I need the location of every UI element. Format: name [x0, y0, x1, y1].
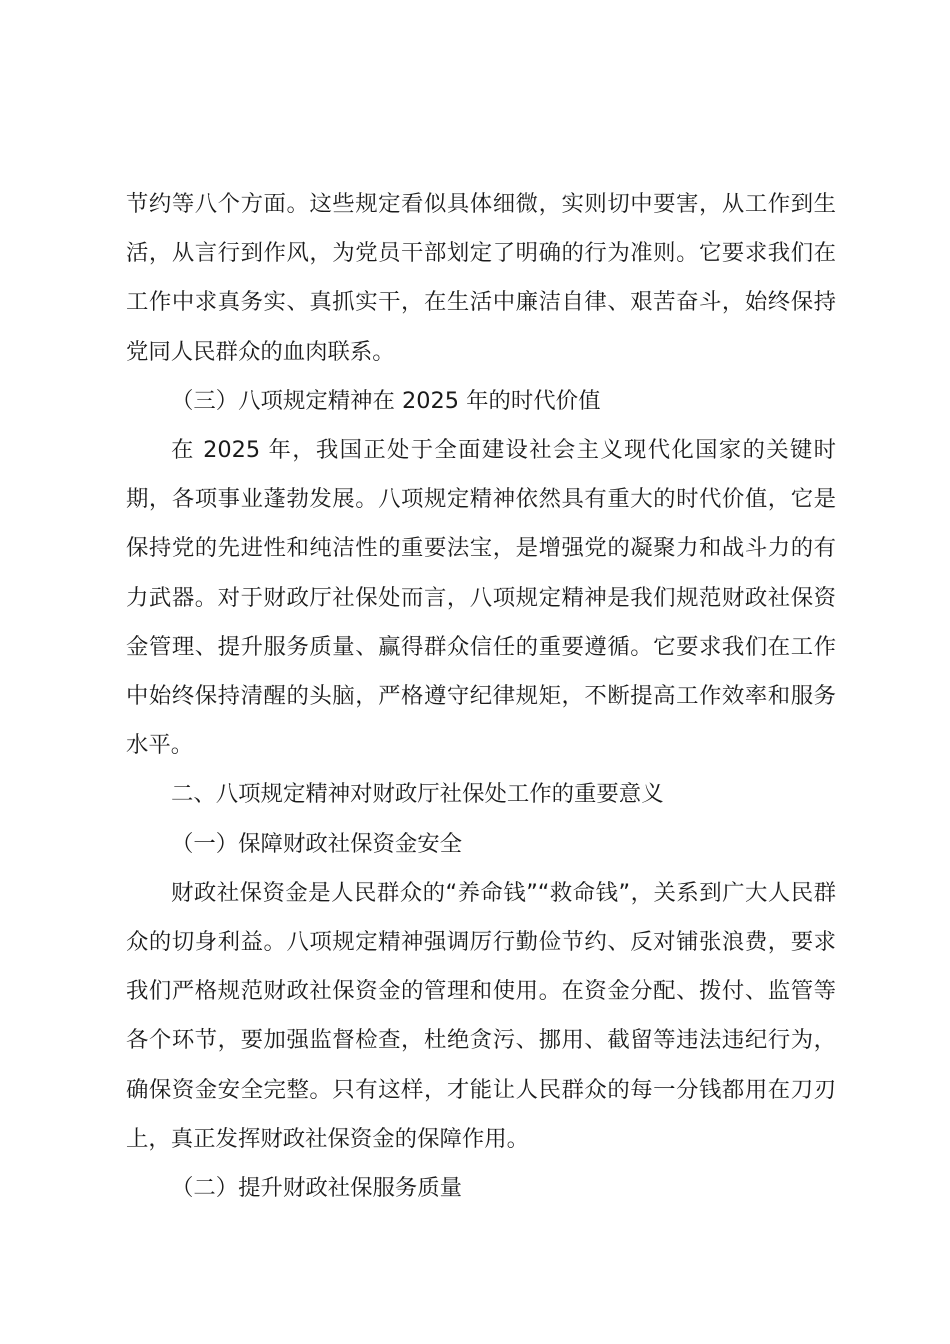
- document-body: [126, 180, 836, 1213]
- paragraph-era-value: 在 2025 年，我国正处于全面建设社会主义现代化国家的关键时期，各项事业蓬勃发展。八项规定精神依然具有重大的时代价值，它是保持党的先进性和纯洁性的重要法宝，是增强党的凝聚力和战斗力的有力武器。对于财政厅社保处而言，八项规定精神是我们规范财政社保资金管理、提升服务质量、赢得群众信任的重要遵循。它要求我们在工作中始终保持清醒的头脑，严格遵守纪律规矩，不断提高工作效率和服务水平。: [126, 437, 836, 759]
- chapter-heading-2: 二、八项规定精神对财政厅社保处工作的重要意义: [171, 781, 664, 808]
- paragraph-fund-safety: 财政社保资金是人民群众的“养命钱”“救命钱”，关系到广大人民群众的切身利益。八项规定精神强调厉行勤俭节约、反对铺张浪费，要求我们严格规范财政社保资金的管理和使用。在资金分配、拨付、监管等各个环节，要加强监督检查，杜绝贪污、挪用、截留等违法违纪行为，确保资金安全完整。只有这样，才能让人民群众的每一分钱都用在刀刃上，真正发挥财政社保资金的保障作用。: [126, 879, 836, 1152]
- subsection-heading-1: （一）保障财政社保资金安全: [171, 830, 463, 857]
- section-heading-3: （三）八项规定精神在 2025 年的时代价值: [171, 387, 601, 414]
- paragraph-intro-continued: 节约等八个方面。这些规定看似具体细微，实则切中要害，从工作到生活，从言行到作风，为党员干部划定了明确的行为准则。它要求我们在工作中求真务实、真抓实干，在生活中廉洁自律、艰苦奋斗，始终保持党同人民群众的血肉联系。: [126, 191, 836, 365]
- subsection-heading-2: （二）提升财政社保服务质量: [171, 1175, 463, 1202]
